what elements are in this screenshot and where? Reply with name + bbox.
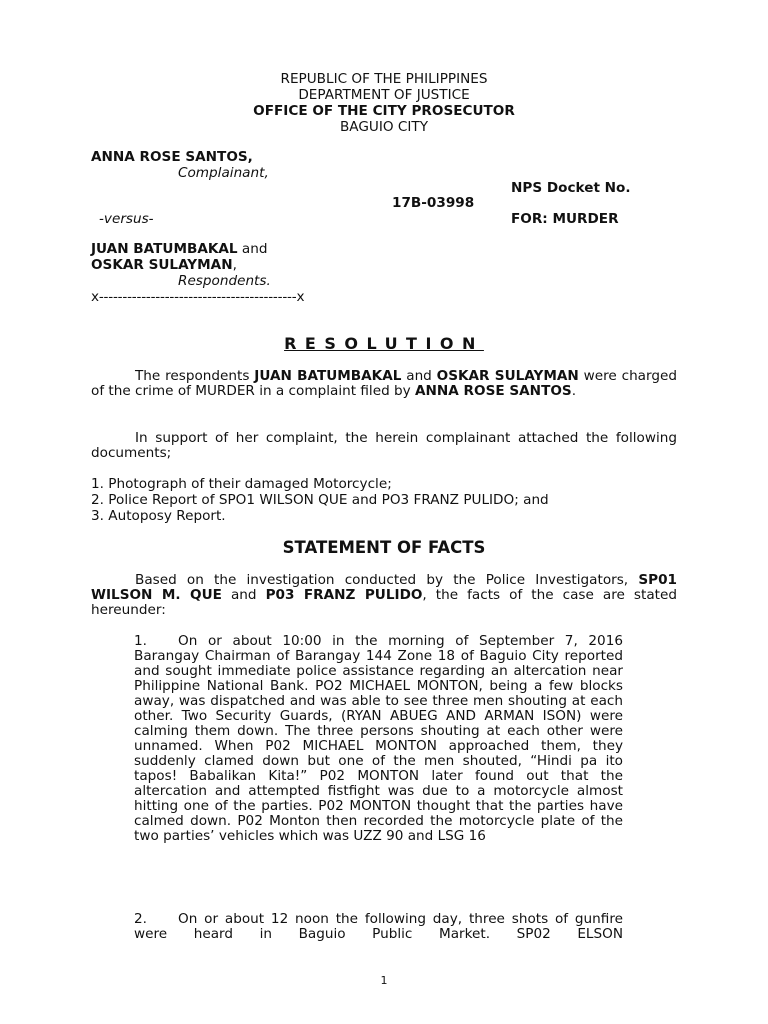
- fact-1-number: 1.: [134, 633, 147, 649]
- respondent-1-name: JUAN BATUMBAKAL: [91, 241, 238, 257]
- header-city: BAGUIO CITY: [339, 119, 428, 135]
- statement-investigator-2: P03 FRANZ PULIDO: [265, 587, 423, 603]
- support-paragraph: In support of her complaint, the herein complainant attached the following documents;: [91, 430, 677, 461]
- charge-label: FOR: MURDER: [511, 211, 619, 227]
- docket-number: 17B-03998: [392, 195, 475, 211]
- intro-text-3: were charged of the crime of MURDER in a complaint filed by: [91, 368, 677, 399]
- intro-text-2: and: [401, 368, 437, 384]
- document-item-1: 1. Photograph of their damaged Motorcycle;: [91, 476, 392, 492]
- page-number: 1: [380, 974, 388, 987]
- intro-text-1: The respondents: [135, 368, 255, 384]
- intro-respondent-2: OSKAR SULAYMAN: [436, 368, 579, 384]
- intro-complainant: ANNA ROSE SANTOS: [415, 383, 572, 399]
- statement-investigator-1: SP01 WILSON M. QUE: [91, 572, 677, 603]
- header-office: OFFICE OF THE CITY PROSECUTOR: [253, 103, 515, 119]
- respondent-conjunction: and: [237, 241, 268, 257]
- statement-paragraph: [91, 573, 677, 618]
- intro-respondent-1: JUAN BATUMBAKAL: [254, 368, 402, 384]
- document-item-3: 3. Autoposy Report.: [91, 508, 226, 524]
- statement-text-1: Based on the investigation conducted by the Police Investigators,: [135, 572, 639, 588]
- document-item-2: 2. Police Report of SPO1 WILSON QUE and PO3 FRANZ PULIDO; and: [91, 492, 549, 508]
- intro-text-4: .: [571, 383, 577, 399]
- docket-label: NPS Docket No.: [511, 180, 631, 196]
- intro-paragraph: [91, 369, 677, 399]
- respondent-2-name: OSKAR SULAYMAN: [91, 257, 233, 273]
- resolution-title: RESOLUTION: [284, 334, 484, 353]
- respondent-comma: ,: [232, 257, 237, 273]
- statement-of-facts-title: STATEMENT OF FACTS: [282, 538, 486, 557]
- respondent-role: Respondents.: [178, 273, 271, 289]
- header-department: DEPARTMENT OF JUSTICE: [298, 87, 470, 103]
- fact-1-text: On or about 10:00 in the morning of September 7, 2016 Barangay Chairman of Barangay 144 Zone 18 of Baguio City reported and sought immediate police assistance regarding an altercation near Philippine National Bank. PO2 MICHAEL MONTON, being a few blocks away, was dispatched and was able to see three men shouting at each other. Two Security Guards, (RYAN ABUEG AND ARMAN ISON) were calming them down. The three persons shouting at each other were unnamed. When P02 MICHAEL MONTON approached them, they suddenly clamed down but one of the men shouted, “Hindi pa ito tapos! Babalikan Kita!” P02 MONTON later found out that the altercation and attempted fistfight was due to a motorcycle almost hitting one of the parties. P02 MONTON thought that the parties have calmed down. P02 Monton then recorded the motorcycle plate of the two parties’ vehicles which was UZZ 90 and LSG 16: [134, 633, 623, 844]
- respondent-line-1: [91, 242, 267, 257]
- complainant-name: ANNA ROSE SANTOS,: [91, 149, 253, 165]
- respondent-line-2: [91, 258, 237, 273]
- fact-2-text: On or about 12 noon the following day, three shots of gunfire were heard in Baguio Public Market. SP02 ELSON: [134, 911, 623, 942]
- caption-separator: x------------------------------------------x: [91, 289, 305, 305]
- header-republic: REPUBLIC OF THE PHILIPPINES: [280, 71, 488, 87]
- statement-text-2: and: [221, 587, 266, 603]
- fact-item-1: [134, 634, 623, 844]
- fact-item-2: [134, 912, 623, 942]
- statement-text-3: , the facts of the case are stated hereunder:: [91, 587, 677, 618]
- fact-2-number: 2.: [134, 911, 147, 927]
- complainant-role: Complainant,: [178, 165, 269, 181]
- versus-label: -versus-: [99, 211, 154, 227]
